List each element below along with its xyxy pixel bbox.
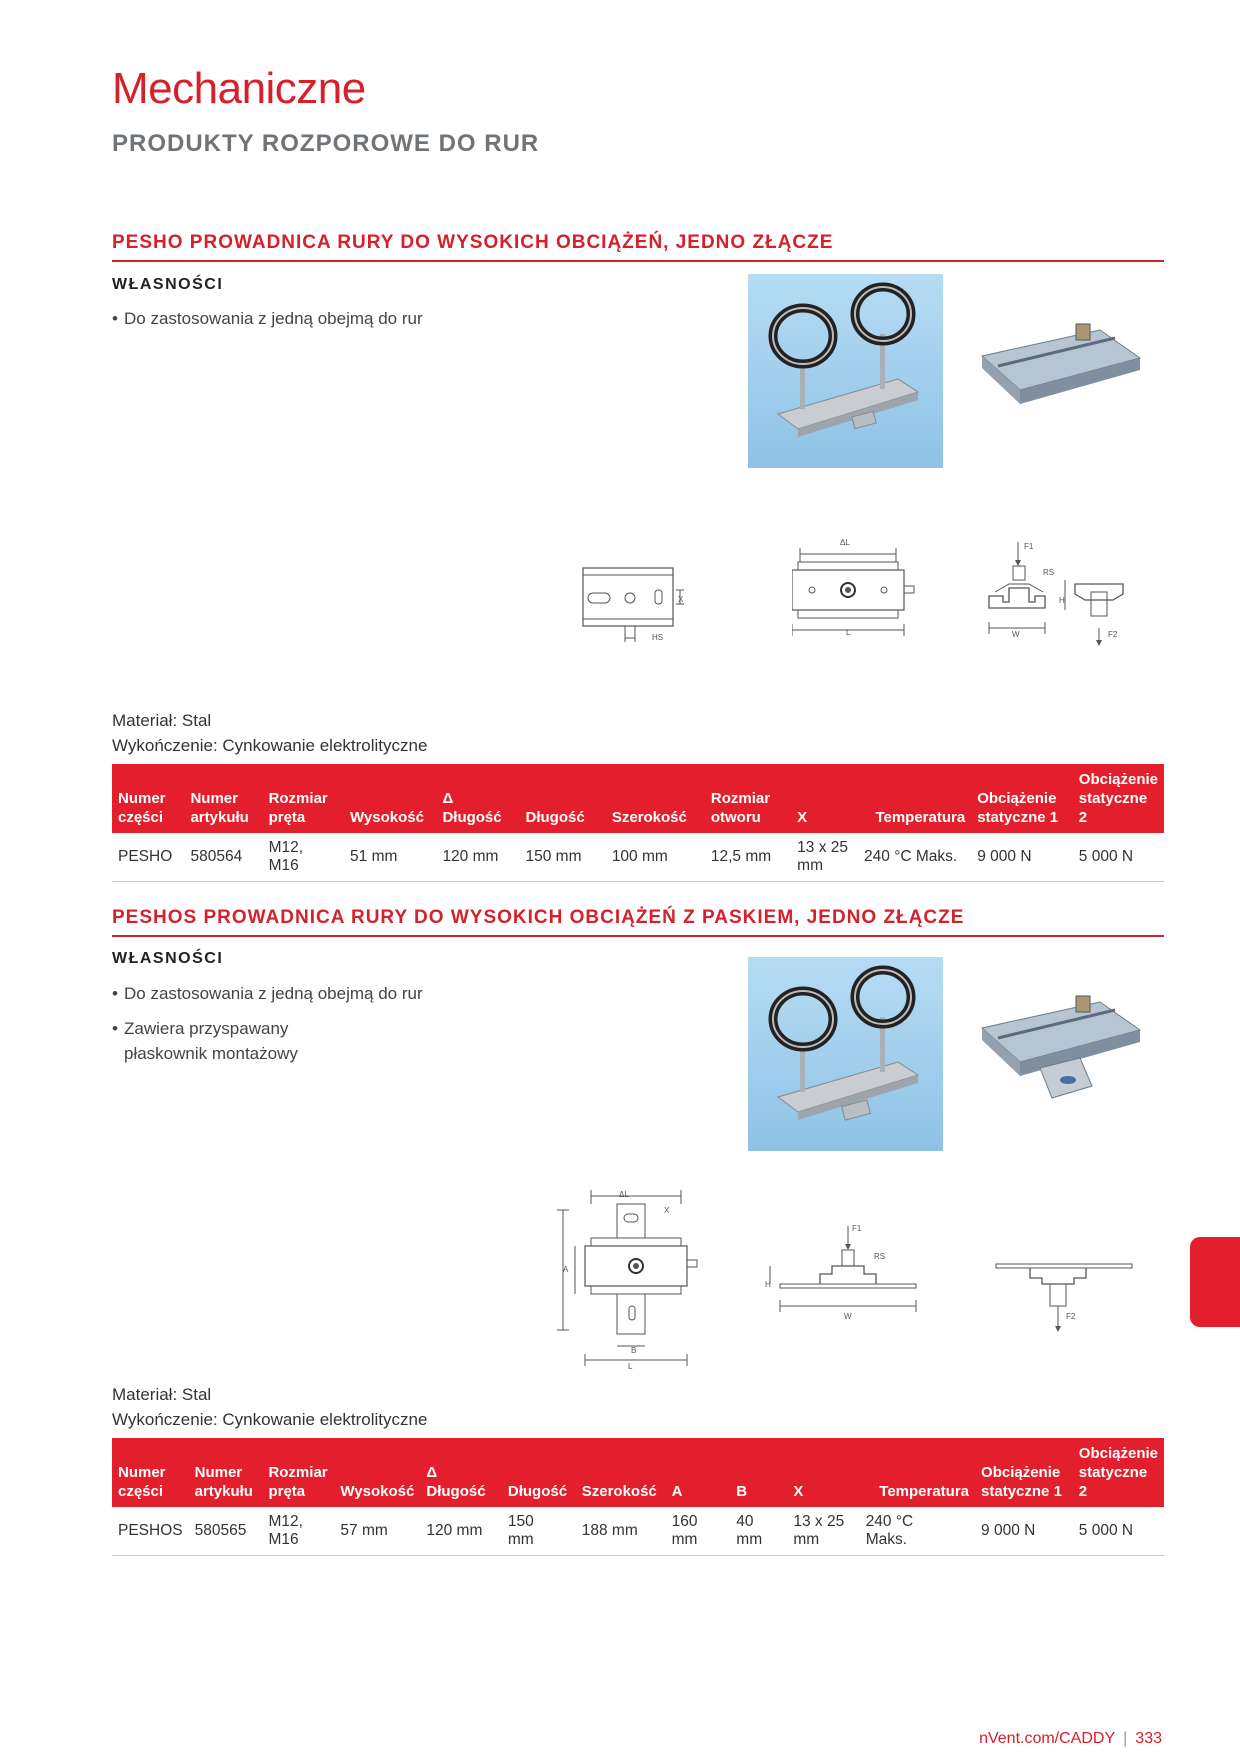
table-cell: 100 mm — [606, 833, 705, 882]
label-l: L — [846, 628, 851, 637]
label-h: H — [1059, 596, 1065, 605]
label-w: W — [844, 1312, 852, 1321]
label-w: W — [1012, 630, 1020, 639]
table-cell: 12,5 mm — [705, 833, 791, 882]
table-cell: 150 mm — [520, 833, 606, 882]
table-cell: 160 mm — [666, 1507, 731, 1556]
label-h: H — [765, 1280, 771, 1289]
footer-site-link[interactable]: nVent.com/CADDY — [979, 1730, 1116, 1747]
page-title: Mechaniczne — [112, 64, 366, 113]
col-header: Δ Długość — [436, 764, 519, 833]
label-f1: F1 — [852, 1224, 862, 1233]
col-header: Szerokość — [606, 764, 705, 833]
label-f1: F1 — [1024, 542, 1034, 551]
footer-separator: | — [1123, 1730, 1128, 1747]
drawing-pesho-top-view — [580, 538, 710, 648]
section1-spec-table — [112, 764, 1164, 882]
col-header: Długość — [520, 764, 606, 833]
table-cell: M12, M16 — [262, 1507, 334, 1556]
drawing-pesho-end-view — [985, 538, 1145, 648]
table-cell: 240 °C Maks. — [858, 833, 971, 882]
table-cell: 580564 — [184, 833, 262, 882]
table-cell: 40 mm — [730, 1507, 787, 1556]
col-header: Obciążenie statyczne 2 — [1073, 764, 1164, 833]
table-cell: 240 °C Maks. — [860, 1507, 975, 1556]
label-l: L — [628, 1362, 633, 1371]
table-cell: 13 x 25 mm — [791, 833, 858, 882]
page-number: 333 — [1135, 1730, 1162, 1747]
drawing-pesho-side-view — [792, 538, 922, 648]
label-a: A — [563, 1265, 569, 1274]
col-header: A — [666, 1438, 731, 1507]
table-cell: 120 mm — [436, 833, 519, 882]
col-header: Numer części — [112, 764, 184, 833]
label-f2: F2 — [1066, 1312, 1076, 1321]
section2-heading: PESHOS PROWADNICA RURY DO WYSOKICH OBCIĄŻEŃ Z PASKIEM, JEDNO ZŁĄCZE — [112, 907, 1164, 937]
label-rs: RS — [874, 1252, 886, 1261]
label-x: X — [664, 1206, 670, 1215]
product-photo-peshos-assembly — [748, 957, 943, 1151]
table-cell: 580565 — [189, 1507, 263, 1556]
col-header: Temperatura — [858, 764, 971, 833]
col-header: Wysokość — [334, 1438, 420, 1507]
col-header: Numer artykułu — [189, 1438, 263, 1507]
section1-props-label: WŁASNOŚCI — [112, 276, 224, 293]
label-x: X — [678, 595, 684, 604]
table-cell: 120 mm — [420, 1507, 502, 1556]
table-row — [112, 1507, 1164, 1556]
table-row — [112, 833, 1164, 882]
table-cell: 9 000 N — [971, 833, 1073, 882]
col-header: Δ Długość — [420, 1438, 502, 1507]
table-cell: PESHO — [112, 833, 184, 882]
page-footer — [979, 1730, 1162, 1748]
col-header: X — [791, 764, 858, 833]
col-header: Obciążenie statyczne 2 — [1073, 1438, 1164, 1507]
col-header: X — [787, 1438, 859, 1507]
section1-bullet: • Do zastosowania z jedną obejmą do rur — [112, 309, 423, 328]
page-subtitle: PRODUKTY ROZPOROWE DO RUR — [112, 130, 540, 157]
product-photo-peshos-rail — [980, 990, 1142, 1110]
section1-finish: Wykończenie: Cynkowanie elektrolityczne — [112, 736, 428, 755]
section2-bullet-continuation: płaskownik montażowy — [124, 1044, 298, 1063]
col-header: Obciążenie statyczne 1 — [971, 764, 1073, 833]
col-header: Numer części — [112, 1438, 189, 1507]
table-cell: M12, M16 — [263, 833, 344, 882]
col-header: Temperatura — [860, 1438, 975, 1507]
label-hs: HS — [652, 633, 664, 642]
product-photo-pesho-assembly — [748, 274, 943, 468]
label-rs: RS — [1043, 568, 1055, 577]
table-cell: PESHOS — [112, 1507, 189, 1556]
section2-bullet: • Do zastosowania z jedną obejmą do rur — [112, 984, 423, 1003]
section2-spec-table — [112, 1438, 1164, 1556]
product-photo-pesho-rail — [980, 318, 1142, 428]
table-cell: 9 000 N — [975, 1507, 1073, 1556]
table-cell: 57 mm — [334, 1507, 420, 1556]
col-header: B — [730, 1438, 787, 1507]
drawing-peshos-end-view — [760, 1222, 920, 1332]
table-cell: 13 x 25 mm — [787, 1507, 859, 1556]
section1-material: Materiał: Stal — [112, 711, 212, 730]
label-delta-l: ΔL — [840, 538, 850, 547]
col-header: Rozmiar otworu — [705, 764, 791, 833]
col-header: Wysokość — [344, 764, 436, 833]
col-header: Szerokość — [576, 1438, 666, 1507]
drawing-peshos-underside-view — [994, 1256, 1134, 1336]
table-cell: 188 mm — [576, 1507, 666, 1556]
section1-heading: PESHO PROWADNICA RURY DO WYSOKICH OBCIĄŻEŃ, JEDNO ZŁĄCZE — [112, 232, 1164, 262]
section2-material: Materiał: Stal — [112, 1385, 212, 1404]
col-header: Numer artykułu — [184, 764, 262, 833]
label-f2: F2 — [1108, 630, 1118, 639]
col-header: Rozmiar pręta — [263, 764, 344, 833]
section2-bullet: • Zawiera przyspawany — [112, 1019, 289, 1038]
table-header-row — [112, 764, 1164, 833]
col-header: Rozmiar pręta — [262, 1438, 334, 1507]
section2-finish: Wykończenie: Cynkowanie elektrolityczne — [112, 1410, 428, 1429]
table-cell: 150 mm — [502, 1507, 576, 1556]
section2-props-label: WŁASNOŚCI — [112, 950, 224, 967]
label-delta-l: ΔL — [619, 1190, 629, 1199]
table-header-row — [112, 1438, 1164, 1507]
chapter-side-tab — [1190, 1237, 1240, 1327]
drawing-peshos-top-view — [555, 1190, 705, 1370]
label-b: B — [631, 1346, 637, 1355]
table-cell: 5 000 N — [1073, 833, 1164, 882]
table-cell: 51 mm — [344, 833, 436, 882]
col-header: Długość — [502, 1438, 576, 1507]
table-cell: 5 000 N — [1073, 1507, 1164, 1556]
col-header: Obciążenie statyczne 1 — [975, 1438, 1073, 1507]
